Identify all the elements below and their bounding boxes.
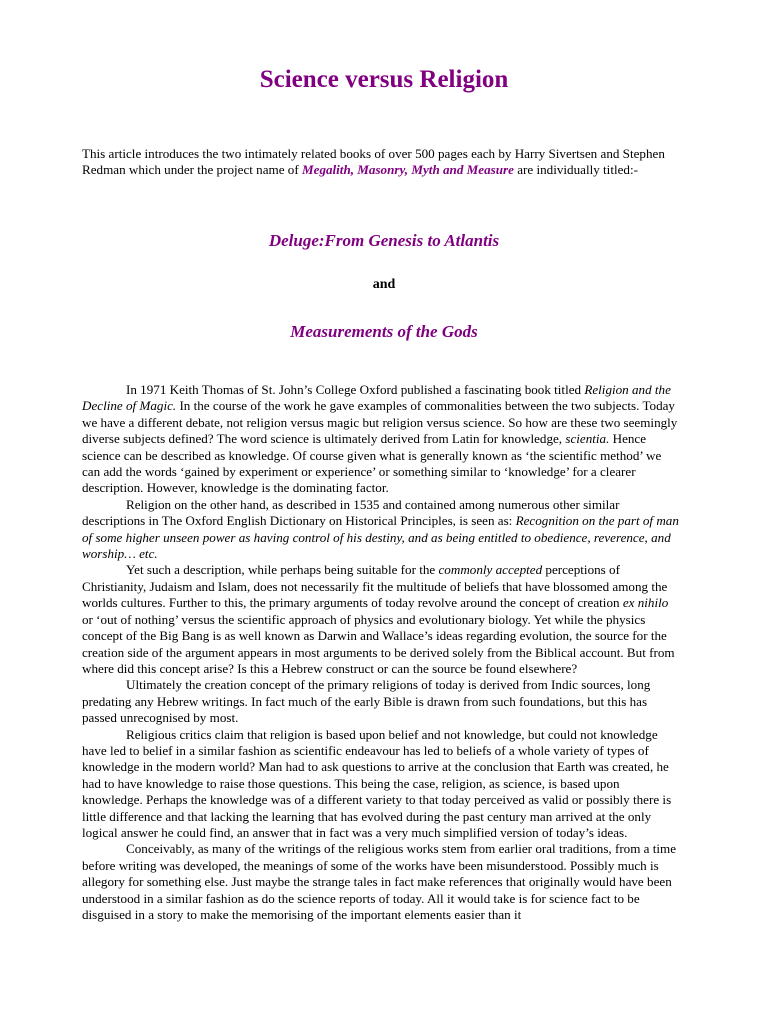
paragraph-3 bbox=[82, 562, 682, 677]
intro-text-before: This article introduces the two intimately related books of over 500 pages each by Harry Sivertsen and Stephen Redman which under the project name of bbox=[82, 146, 665, 177]
page-title: Science versus Religion bbox=[259, 66, 509, 93]
and-separator: and bbox=[372, 277, 396, 292]
paragraph-2 bbox=[82, 497, 682, 563]
paragraph-4: Ultimately the creation concept of the primary religions of today is derived from Indic sources, long predating any Hebrew writings. In fact much of the early Bible is drawn from such foundations, but this has passed unrecognised by most. bbox=[82, 677, 651, 726]
p1-text-a: In 1971 Keith Thomas of St. John’s College Oxford published a fascinating book titled bbox=[126, 382, 585, 397]
p3-text-e: or ‘out of nothing’ versus the scientific approach of physics and evolutionary biology. Yet while the physics concept of the Big Bang is as well known as Darwin and Wallace’s ideas regarding evolution, the source for the creation side of the argument appears in most arguments to be derived solely from the Biblical account. But from where did this concept arise? Is this a Hebrew construct or can the source be found elsewhere? bbox=[82, 611, 675, 676]
book-title-deluge: Deluge:From Genesis to Atlantis bbox=[268, 231, 500, 250]
p3-text-c: perceptions of Christianity, Judaism and Islam, does not necessarily fit the multitude of beliefs that have blossomed among the worlds cultures. Further to this, the primary arguments of today revolve around the concept of creation bbox=[82, 562, 668, 611]
p3-text-a: Yet such a description, while perhaps being suitable for the bbox=[126, 562, 439, 578]
intro-paragraph bbox=[82, 146, 682, 178]
book-title-measurements: Measurements of the Gods bbox=[290, 322, 478, 341]
project-name: Megalith, Masonry, Myth and Measure bbox=[301, 162, 514, 177]
article-body bbox=[82, 382, 682, 923]
p2-text-a: Religion on the other hand, as described in 1535 and contained among numerous other similar descriptions in The Oxford English Dictionary on Historical Principles, is seen as: bbox=[82, 496, 620, 529]
p1-scientia: scientia. bbox=[565, 431, 610, 447]
p3-commonly-accepted: commonly accepted bbox=[438, 562, 543, 578]
paragraph-5: Religious critics claim that religion is based upon belief and not knowledge, but could not knowledge have led to belief in a similar fashion as scientific endeavour has led to beliefs of a whole variety of types of knowledge in the modern world? Man had to ask questions to arrive at the conclusion that Earth was created, he had to have knowledge to raise those questions. This being the case, religion, as science, is based upon knowledge. Perhaps the knowledge was of a different variety to that today perceived as valid or possibly there is little difference and that lacking the learning that has evolved during the past century man arrived at the only logical answer he could find, an answer that in fact was a very much simplified version of today’s ideas. bbox=[82, 726, 672, 840]
paragraph-6: Conceivably, as many of the writings of the religious works stem from earlier oral traditions, from a time before writing was developed, the meanings of some of the works have been misunderstood. Possibly much is allegory for something else. Just maybe the strange tales in fact make references that originally would have been understood in a similar fashion as do the science reports of today. All it would take is for science fact to be disguised in a story to make the memorising of the important elements easier than it bbox=[82, 841, 677, 922]
p1-book-title: Religion and the Decline of Magic. bbox=[82, 382, 671, 414]
p3-ex-nihilo: ex nihilo bbox=[622, 595, 669, 611]
p1-text-e: Hence science can be described as knowledge. Of course given what is generally known as ‘the scientific method’ we can add the words ‘gained by experiment or experience’ or something similar to ‘knowledge’ for a clearer description. However, knowledge is the dominating factor. bbox=[82, 431, 662, 496]
paragraph-1 bbox=[82, 382, 682, 497]
intro-text-after: are individually titled:- bbox=[513, 162, 638, 177]
p2-definition: Recognition on the part of man of some higher unseen power as having control of his destiny, and as being entitled to obedience, reverence, and worship… etc. bbox=[82, 513, 679, 562]
p1-text-c: In the course of the work he gave examples of commonalities between the two subjects. Today we have a different debate, not religion versus magic but religion versus science. So how are these two seemingly diverse subjects defined? The word science is ultimately derived from Latin for knowledge, bbox=[82, 398, 678, 447]
